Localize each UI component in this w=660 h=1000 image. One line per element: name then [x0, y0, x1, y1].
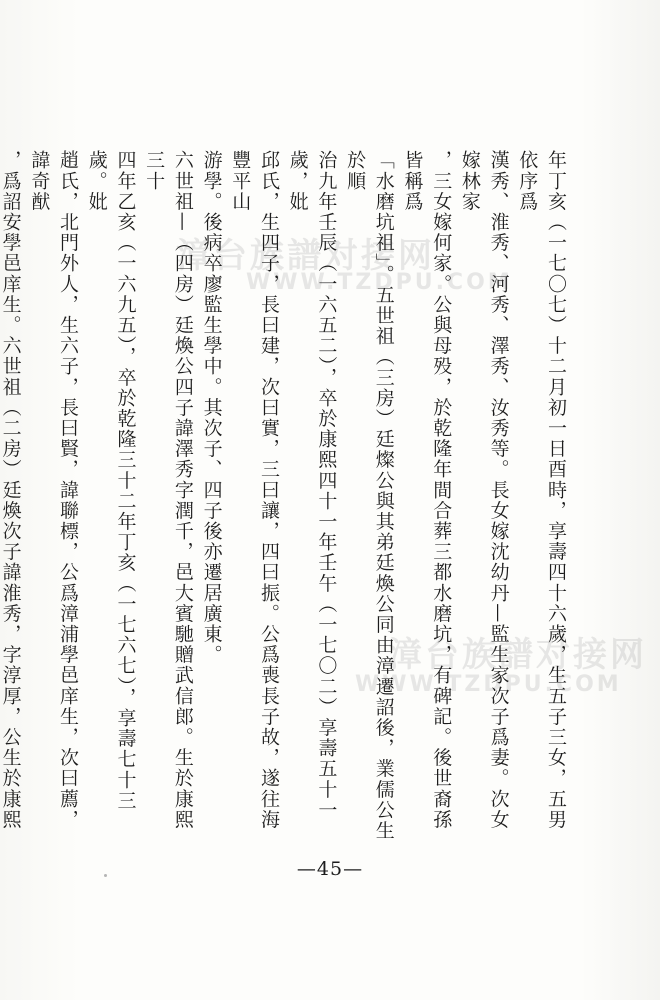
text-column: 四年乙亥（一六九五），卒於乾隆三十二年丁亥（一七六七），享壽七十三歲。妣: [85, 150, 137, 811]
text-column: ，爲詔安學邑庠生。六世祖（二房）廷煥次子諱淮秀，字淳厚，公生於康熙: [0, 150, 22, 830]
watermark-url: WWW.TZDPU.COM: [355, 672, 622, 697]
scan-speck: [104, 874, 107, 877]
text-column: 漢秀、淮秀、河秀、澤秀、汝秀等。長女嫁沈幼丹—監生家次子爲妻。次女嫁林家: [458, 150, 510, 830]
text-column: 趙氏，北門外人，生六子，長曰賢，諱聯標，公爲漳浦學邑庠生，次曰薦，諱奇猷: [28, 150, 80, 830]
text-column: 年丁亥（一七〇七）十二月初一日酉時，享壽四十六歲，生五子三女，五男依序爲: [516, 150, 567, 830]
page-number: —45—: [296, 858, 364, 880]
text-column: 六世祖—（四房）廷煥公四子諱澤秀字潤千，邑大賓馳贈武信郎。生於康熙三十: [143, 150, 194, 830]
text-column: ，三女嫁何家。公與母殁，於乾隆年間合葬三都水磨坑，有碑記。後世裔孫皆稱爲: [401, 150, 453, 830]
text-column: 邱氏，生四子，長曰建，次曰實，三曰讓，四曰振。公爲喪長子故，遂往海豐平山: [229, 150, 280, 830]
watermark-title: 漳台族譜对接网: [176, 236, 435, 276]
text-column: 「水磨坑祖」。五世祖（三房）廷燦公與其弟廷煥公同由漳遷詔後，業儒公生於順: [344, 150, 395, 841]
text-column: 治九年壬辰（一六五二），卒於康熙四十一年壬午（一七〇二）享壽五十一歲，妣: [286, 150, 338, 821]
text-column: 游學。後病卒廖監生學中。其次子、四子後亦遷居廣東。: [200, 150, 223, 665]
watermark-title: 漳台族譜对接网: [388, 635, 647, 675]
vertical-text-body: [0, 150, 570, 850]
watermark-url: WWW.TZDPU.COM: [246, 270, 513, 295]
